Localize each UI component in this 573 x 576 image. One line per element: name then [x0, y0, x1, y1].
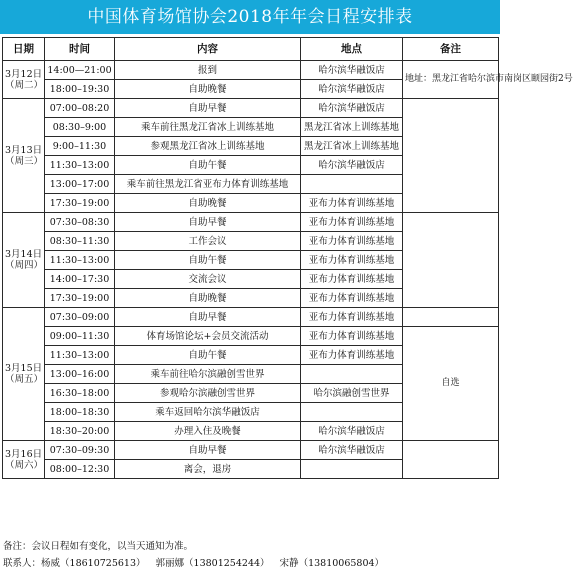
time-cell: 17:30–19:00: [45, 289, 115, 308]
header-place: 地点: [301, 38, 403, 61]
content-cell: 交流会议: [115, 270, 301, 289]
table-row: [3, 308, 499, 327]
note-cell: [403, 99, 499, 213]
place-cell: 哈尔滨华融饭店: [301, 99, 403, 118]
footer: [3, 538, 497, 572]
time-cell: 08:00–12:30: [45, 460, 115, 479]
content-cell: 工作会议: [115, 232, 301, 251]
date-label: 3月14日: [5, 249, 43, 260]
page-title: 中国体育场馆协会2018年年会日程安排表: [0, 0, 500, 34]
note-cell: 自选: [403, 327, 499, 441]
place-cell: 亚布力体育训练基地: [301, 289, 403, 308]
date-cell: [3, 61, 45, 99]
date-cell: [3, 441, 45, 479]
time-cell: 18:30–20:00: [45, 422, 115, 441]
content-cell: 体育场馆论坛+会员交流活动: [115, 327, 301, 346]
time-cell: 14:00—21:00: [45, 61, 115, 80]
content-cell: 自助晚餐: [115, 80, 301, 99]
content-cell: 报到: [115, 61, 301, 80]
content-cell: 自助早餐: [115, 213, 301, 232]
place-cell: 哈尔滨华融饭店: [301, 80, 403, 99]
place-cell: [301, 365, 403, 384]
place-cell: 哈尔滨华融饭店: [301, 61, 403, 80]
content-cell: 参观黑龙江省冰上训练基地: [115, 137, 301, 156]
place-cell: 黑龙江省冰上训练基地: [301, 137, 403, 156]
time-cell: 9:00–11:30: [45, 137, 115, 156]
time-cell: 11:30–13:00: [45, 346, 115, 365]
content-cell: 参观哈尔滨融创雪世界: [115, 384, 301, 403]
place-cell: 亚布力体育训练基地: [301, 194, 403, 213]
date-cell: [3, 213, 45, 308]
place-cell: 亚布力体育训练基地: [301, 251, 403, 270]
time-cell: 07:30–09:00: [45, 308, 115, 327]
schedule-table: [2, 37, 573, 479]
time-cell: 09:00–11:30: [45, 327, 115, 346]
content-cell: 自助早餐: [115, 99, 301, 118]
content-cell: 离会，退房: [115, 460, 301, 479]
header-time: 时间: [45, 38, 115, 61]
place-cell: [301, 460, 403, 479]
time-cell: 16:30–18:00: [45, 384, 115, 403]
date-cell: [3, 308, 45, 441]
time-cell: 11:30–13:00: [45, 156, 115, 175]
place-cell: 亚布力体育训练基地: [301, 270, 403, 289]
weekday-label: （周四）: [5, 260, 44, 271]
time-cell: 14:00–17:30: [45, 270, 115, 289]
weekday-label: （周五）: [5, 374, 44, 385]
place-cell: [301, 175, 403, 194]
content-cell: 自助晚餐: [115, 289, 301, 308]
weekday-label: （周二）: [5, 79, 44, 91]
content-cell: 乘车前往黑龙江省亚布力体育训练基地: [115, 175, 301, 194]
contact-3-name: 宋静: [279, 558, 299, 569]
table-row: [3, 213, 499, 232]
contact-1-name: 杨威: [41, 558, 61, 569]
contact-label: 联系人：: [3, 558, 42, 569]
time-cell: 07:30–08:30: [45, 213, 115, 232]
footer-note: 备注：会议日程如有变化，以当天通知为准。: [3, 541, 194, 552]
header-content: 内容: [115, 38, 301, 61]
table-row: [3, 441, 499, 460]
place-cell: 亚布力体育训练基地: [301, 308, 403, 327]
header-date: 日期: [3, 38, 45, 61]
content-cell: 自助早餐: [115, 308, 301, 327]
weekday-label: （周六）: [5, 459, 44, 471]
header-note: 备注: [403, 38, 499, 61]
content-cell: 自助晚餐: [115, 194, 301, 213]
content-cell: 自助午餐: [115, 251, 301, 270]
time-cell: 17:30–19:00: [45, 194, 115, 213]
place-cell: 亚布力体育训练基地: [301, 327, 403, 346]
note-cell: 地址：黑龙江省哈尔滨市南岗区颐园街2号: [403, 61, 499, 99]
table-row: [3, 327, 499, 346]
place-cell: 亚布力体育训练基地: [301, 346, 403, 365]
time-cell: 18:00–18:30: [45, 403, 115, 422]
place-cell: 哈尔滨华融饭店: [301, 422, 403, 441]
date-label: 3月12日: [5, 68, 43, 80]
content-cell: 自助午餐: [115, 156, 301, 175]
footer-contacts: [3, 555, 497, 572]
date-label: 3月15日: [5, 363, 43, 374]
contact-2-name: 郭丽娜: [155, 558, 185, 569]
time-cell: 08:30–11:30: [45, 232, 115, 251]
note-cell: [403, 308, 499, 327]
time-cell: 08:30–9:00: [45, 118, 115, 137]
time-cell: 13:00–16:00: [45, 365, 115, 384]
content-cell: 乘车前往黑龙江省冰上训练基地: [115, 118, 301, 137]
place-cell: 黑龙江省冰上训练基地: [301, 118, 403, 137]
time-cell: 13:00–17:00: [45, 175, 115, 194]
note-cell: [403, 213, 499, 308]
note-cell: [403, 441, 499, 479]
schedule-body: [3, 61, 573, 479]
time-cell: 18:00–19:30: [45, 80, 115, 99]
place-cell: 哈尔滨华融饭店: [301, 441, 403, 460]
content-cell: 自助早餐: [115, 441, 301, 460]
place-cell: [301, 403, 403, 422]
place-cell: 哈尔滨华融饭店: [301, 156, 403, 175]
date-label: 3月16日: [5, 448, 43, 460]
table-row: [3, 99, 499, 118]
weekday-label: （周三）: [5, 155, 44, 167]
table-header-row: [3, 38, 499, 61]
contact-2-phone: （13801254244）: [184, 558, 270, 569]
date-label: 3月13日: [5, 144, 43, 156]
table-row: [3, 61, 499, 80]
contact-1-phone: （18610725613）: [60, 558, 146, 569]
contact-3-phone: （13810065804）: [298, 558, 385, 569]
place-cell: 哈尔滨融创雪世界: [301, 384, 403, 403]
time-cell: 11:30–13:00: [45, 251, 115, 270]
time-cell: 07:00–08:20: [45, 99, 115, 118]
content-cell: 办理入住及晚餐: [115, 422, 301, 441]
date-cell: [3, 99, 45, 213]
content-cell: 乘车返回哈尔滨华融饭店: [115, 403, 301, 422]
place-cell: 亚布力体育训练基地: [301, 213, 403, 232]
place-cell: 亚布力体育训练基地: [301, 232, 403, 251]
content-cell: 自助午餐: [115, 346, 301, 365]
content-cell: 乘车前往哈尔滨融创雪世界: [115, 365, 301, 384]
time-cell: 07:30–09:30: [45, 441, 115, 460]
